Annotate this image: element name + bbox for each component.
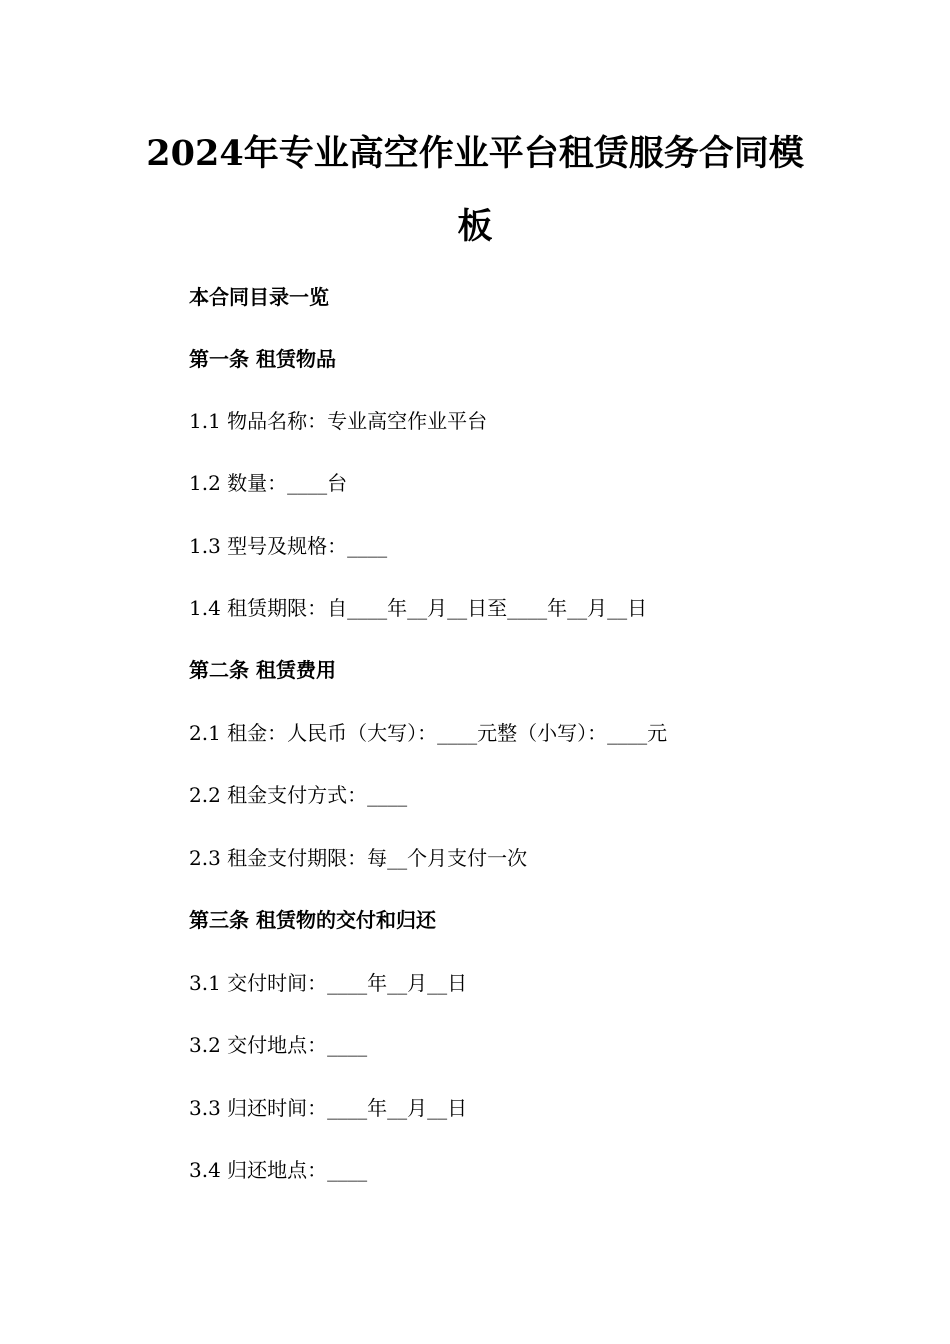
clause-1-3: 1.3 型号及规格：____ bbox=[189, 534, 388, 558]
document-title-line-2: 板 bbox=[457, 206, 493, 247]
clause-3-2: 3.2 交付地点：____ bbox=[189, 1033, 368, 1057]
article-heading-3: 第三条 租赁物的交付和归还 bbox=[189, 908, 436, 932]
clause-1-1: 1.1 物品名称：专业高空作业平台 bbox=[189, 409, 488, 433]
clause-1-4: 1.4 租赁期限：自____年__月__日至____年__月__日 bbox=[189, 596, 648, 620]
clause-2-1: 2.1 租金：人民币（大写）：____元整（小写）：____元 bbox=[189, 721, 668, 745]
toc-heading: 本合同目录一览 bbox=[189, 285, 329, 309]
clause-3-3: 3.3 归还时间：____年__月__日 bbox=[189, 1096, 468, 1120]
article-heading-1: 第一条 租赁物品 bbox=[189, 347, 336, 371]
article-heading-2: 第二条 租赁费用 bbox=[189, 658, 336, 682]
clause-2-3: 2.3 租金支付期限：每__个月支付一次 bbox=[189, 846, 528, 870]
clause-3-1: 3.1 交付时间：____年__月__日 bbox=[189, 971, 468, 995]
clause-3-4: 3.4 归还地点：____ bbox=[189, 1158, 368, 1182]
clause-2-2: 2.2 租金支付方式：____ bbox=[189, 783, 408, 807]
document-title-line-1: 2024年专业高空作业平台租赁服务合同模 bbox=[146, 133, 804, 174]
clause-1-2: 1.2 数量：____台 bbox=[189, 471, 348, 495]
